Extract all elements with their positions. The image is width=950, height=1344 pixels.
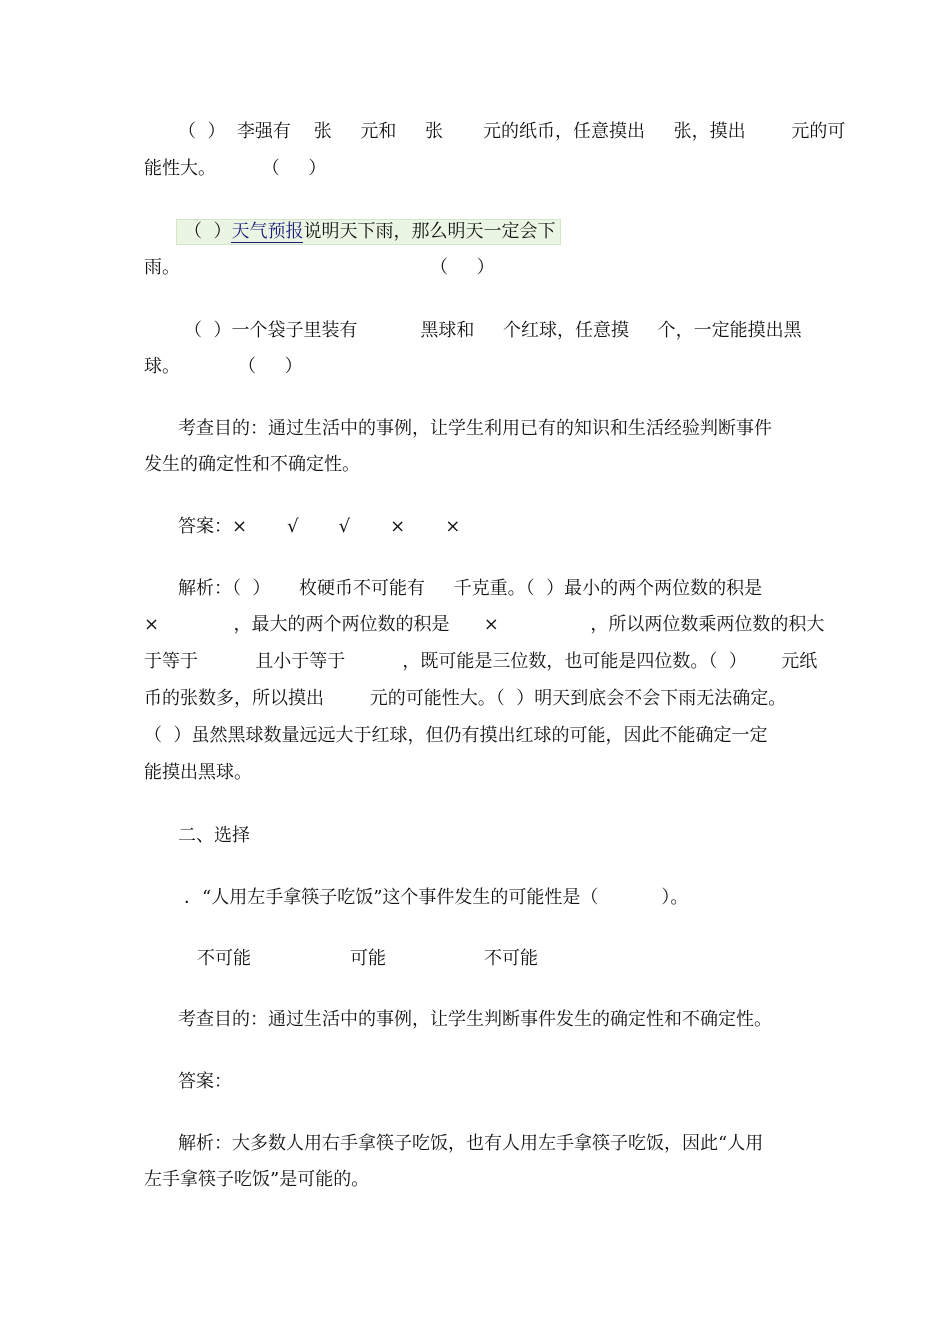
answer-2: 答案： bbox=[178, 1071, 232, 1092]
analysis-2-line2: 左手拿筷子吃饭”是可能的。 bbox=[144, 1169, 370, 1190]
analysis-2-line1: 解析：大多数人用右手拿筷子吃饭，也有人用左手拿筷子吃饭，因此“人用 bbox=[178, 1133, 764, 1154]
judge-item-4-prefix: （ ） bbox=[184, 221, 232, 242]
analysis-1-line2: × ，最大的两个两位数的积是 × ，所以两位数乘两位数的积大 bbox=[144, 614, 825, 635]
analysis-1-line1: 解析：（ ） 枚硬币不可能有 千克重。（ ）最小的两个两位数的积是 bbox=[178, 578, 763, 599]
judge-item-4-line1 bbox=[184, 220, 555, 244]
answer-1: 答案：× √ √ × × bbox=[178, 516, 461, 537]
judge-item-4-text: 说明天下雨，那么明天一定会下 bbox=[303, 221, 556, 242]
option-c: 不可能 bbox=[484, 948, 538, 969]
purpose-1-line1: 考查目的：通过生活中的事例，让学生利用已有的知识和生活经验判断事件 bbox=[178, 418, 772, 439]
judge-item-3-line1: （ ） 李强有 张 元和 张 元的纸币，任意摸出 张，摸出 元的可 bbox=[178, 121, 846, 142]
weather-forecast-link[interactable]: 天气预报 bbox=[231, 221, 304, 242]
option-a: 不可能 bbox=[197, 948, 251, 969]
judge-item-3-line2: 能性大。 （ ） bbox=[144, 158, 327, 179]
judge-item-4-line2: 雨。 bbox=[144, 257, 180, 278]
judge-item-5-line2: 球。 bbox=[144, 356, 180, 377]
question-1: ．“人用左手拿筷子吃饭”这个事件发生的可能性是（ ）。 bbox=[184, 887, 689, 908]
judge-item-5-line1: （ ）一个袋子里装有 黑球和 个红球，任意摸 个，一定能摸出黑 bbox=[184, 320, 802, 341]
analysis-1-line5: （ ）虽然黑球数量远远大于红球，但仍有摸出红球的可能，因此不能确定一定 bbox=[144, 725, 768, 746]
judge-item-4-bracket: （ ） bbox=[430, 257, 495, 278]
option-b: 可能 bbox=[350, 948, 386, 969]
purpose-1-line2: 发生的确定性和不确定性。 bbox=[144, 454, 360, 475]
analysis-1-line4: 币的张数多，所以摸出 元的可能性大。（ ）明天到底会不会下雨无法确定。 bbox=[144, 688, 787, 709]
purpose-2: 考查目的：通过生活中的事例，让学生判断事件发生的确定性和不确定性。 bbox=[178, 1009, 772, 1030]
section-2-title: 二、选择 bbox=[178, 825, 250, 846]
analysis-1-line6: 能摸出黑球。 bbox=[144, 762, 252, 783]
judge-item-5-bracket: （ ） bbox=[238, 356, 303, 377]
analysis-1-line3: 于等于 且小于等于 ，既可能是三位数，也可能是四位数。（ ） 元纸 bbox=[144, 651, 818, 672]
